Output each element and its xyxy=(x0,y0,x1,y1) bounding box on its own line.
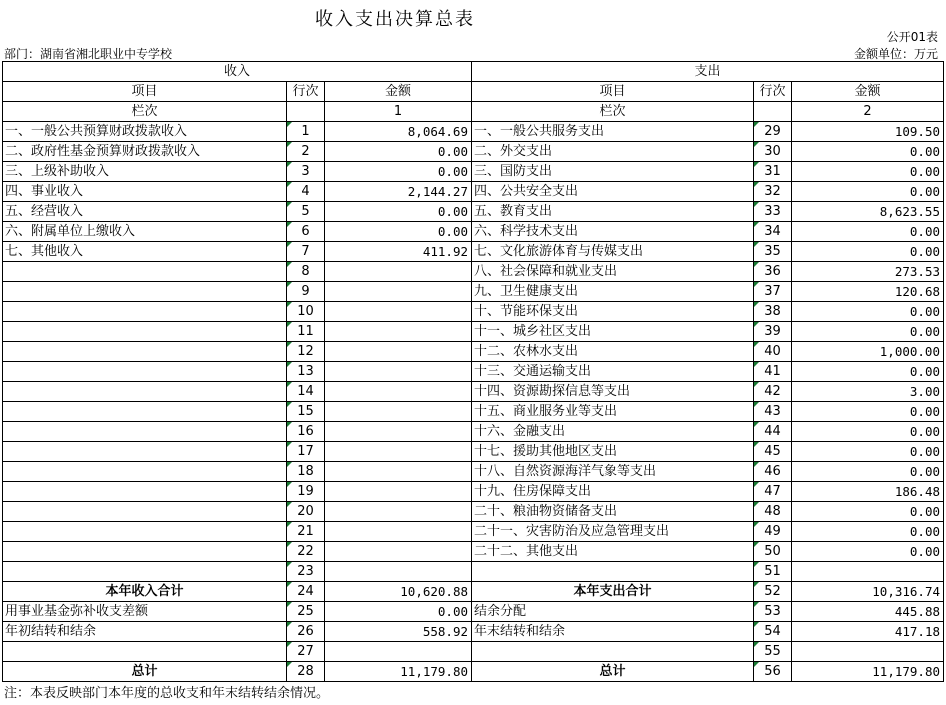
expense-row-number: 34 xyxy=(754,222,792,242)
expense-item: 二十、粮油物资储备支出 xyxy=(472,502,754,522)
expense-amount: 445.88 xyxy=(792,602,944,622)
income-amount: 0.00 xyxy=(325,202,472,222)
table-row xyxy=(3,142,944,162)
table-row xyxy=(3,202,944,222)
table-row xyxy=(3,522,944,542)
expense-amount xyxy=(792,562,944,582)
income-item: 本年收入合计 xyxy=(3,582,287,602)
expense-item-header: 项目 xyxy=(472,82,754,102)
expense-amount: 0.00 xyxy=(792,522,944,542)
expense-row-number: 49 xyxy=(754,522,792,542)
expense-amount: 273.53 xyxy=(792,262,944,282)
expense-item: 结余分配 xyxy=(472,602,754,622)
expense-item: 十五、商业服务业等支出 xyxy=(472,402,754,422)
report-title: 收入支出决算总表 xyxy=(315,9,475,30)
expense-row-number: 33 xyxy=(754,202,792,222)
income-row-number: 13 xyxy=(287,362,325,382)
expense-amount: 0.00 xyxy=(792,542,944,562)
expense-colno-value: 2 xyxy=(792,102,944,122)
expense-row-number: 55 xyxy=(754,642,792,662)
expense-amount: 0.00 xyxy=(792,242,944,262)
income-item: 年初结转和结余 xyxy=(3,622,287,642)
income-row-number: 21 xyxy=(287,522,325,542)
income-amount xyxy=(325,262,472,282)
table-row xyxy=(3,622,944,642)
expense-row-number: 46 xyxy=(754,462,792,482)
income-item xyxy=(3,402,287,422)
income-item xyxy=(3,482,287,502)
expense-item: 九、卫生健康支出 xyxy=(472,282,754,302)
income-amount: 558.92 xyxy=(325,622,472,642)
expense-section-header: 支出 xyxy=(472,62,944,82)
income-item xyxy=(3,422,287,442)
table-row xyxy=(3,462,944,482)
expense-item: 二、外交支出 xyxy=(472,142,754,162)
income-amount: 0.00 xyxy=(325,142,472,162)
expense-row-number: 54 xyxy=(754,622,792,642)
expense-item: 总计 xyxy=(472,662,754,682)
expense-amount: 0.00 xyxy=(792,442,944,462)
income-item xyxy=(3,282,287,302)
income-item xyxy=(3,342,287,362)
income-amount xyxy=(325,382,472,402)
expense-amount: 0.00 xyxy=(792,402,944,422)
expense-row-number: 31 xyxy=(754,162,792,182)
expense-amount: 0.00 xyxy=(792,362,944,382)
income-item xyxy=(3,302,287,322)
expense-item: 年末结转和结余 xyxy=(472,622,754,642)
expense-row-number: 50 xyxy=(754,542,792,562)
expense-row-number: 43 xyxy=(754,402,792,422)
expense-row-number: 45 xyxy=(754,442,792,462)
income-amount: 2,144.27 xyxy=(325,182,472,202)
expense-row-number: 48 xyxy=(754,502,792,522)
income-amount: 8,064.69 xyxy=(325,122,472,142)
table-row xyxy=(3,422,944,442)
income-item xyxy=(3,522,287,542)
department-label: 部门：湖南省湘北职业中专学校 xyxy=(4,47,173,61)
income-row-number: 28 xyxy=(287,662,325,682)
expense-amount: 0.00 xyxy=(792,422,944,442)
expense-amount: 10,316.74 xyxy=(792,582,944,602)
income-item xyxy=(3,382,287,402)
income-amount xyxy=(325,422,472,442)
table-row xyxy=(3,162,944,182)
table-row xyxy=(3,482,944,502)
income-row-number: 27 xyxy=(287,642,325,662)
income-row-number: 2 xyxy=(287,142,325,162)
expense-item: 十一、城乡社区支出 xyxy=(472,322,754,342)
income-row-number: 22 xyxy=(287,542,325,562)
empty-cell xyxy=(754,102,792,122)
expense-row-number: 44 xyxy=(754,422,792,442)
expense-amount: 0.00 xyxy=(792,222,944,242)
income-amount xyxy=(325,562,472,582)
income-row-number: 12 xyxy=(287,342,325,362)
expense-item: 十七、援助其他地区支出 xyxy=(472,442,754,462)
income-row-number: 19 xyxy=(287,482,325,502)
empty-cell xyxy=(287,102,325,122)
income-section-header: 收入 xyxy=(3,62,472,82)
expense-row-number: 51 xyxy=(754,562,792,582)
expense-item: 本年支出合计 xyxy=(472,582,754,602)
expense-item: 十二、农林水支出 xyxy=(472,342,754,362)
income-row-number: 9 xyxy=(287,282,325,302)
income-amount-header: 金额 xyxy=(325,82,472,102)
expense-row-number: 36 xyxy=(754,262,792,282)
income-item: 五、经营收入 xyxy=(3,202,287,222)
income-amount xyxy=(325,402,472,422)
income-amount: 411.92 xyxy=(325,242,472,262)
expense-amount-header: 金额 xyxy=(792,82,944,102)
table-row xyxy=(3,342,944,362)
expense-item: 四、公共安全支出 xyxy=(472,182,754,202)
unit-label: 金额单位：万元 xyxy=(853,47,938,61)
column-header-row xyxy=(3,82,944,102)
income-amount: 0.00 xyxy=(325,222,472,242)
expense-item: 六、科学技术支出 xyxy=(472,222,754,242)
income-row-number: 11 xyxy=(287,322,325,342)
expense-row-number: 40 xyxy=(754,342,792,362)
expense-amount: 0.00 xyxy=(792,462,944,482)
expense-item: 五、教育支出 xyxy=(472,202,754,222)
expense-amount xyxy=(792,642,944,662)
income-amount xyxy=(325,642,472,662)
income-amount xyxy=(325,442,472,462)
income-amount xyxy=(325,482,472,502)
expense-item xyxy=(472,562,754,582)
expense-amount: 186.48 xyxy=(792,482,944,502)
income-item: 用事业基金弥补收支差额 xyxy=(3,602,287,622)
table-row xyxy=(3,442,944,462)
expense-item: 二十一、灾害防治及应急管理支出 xyxy=(472,522,754,542)
income-item xyxy=(3,542,287,562)
table-row xyxy=(3,562,944,582)
table-row xyxy=(3,642,944,662)
income-item-header: 项目 xyxy=(3,82,287,102)
income-amount: 0.00 xyxy=(325,602,472,622)
income-row-number: 23 xyxy=(287,562,325,582)
income-item: 二、政府性基金预算财政拨款收入 xyxy=(3,142,287,162)
table-row xyxy=(3,382,944,402)
expense-row-number: 53 xyxy=(754,602,792,622)
expense-item: 十九、住房保障支出 xyxy=(472,482,754,502)
income-amount: 11,179.80 xyxy=(325,662,472,682)
footnote: 注：本表反映部门本年度的总收支和年末结转结余情况。 xyxy=(4,686,330,701)
income-row-number: 14 xyxy=(287,382,325,402)
expense-item: 一、一般公共服务支出 xyxy=(472,122,754,142)
income-row-number: 6 xyxy=(287,222,325,242)
expense-item: 十、节能环保支出 xyxy=(472,302,754,322)
income-row-number: 16 xyxy=(287,422,325,442)
income-item xyxy=(3,442,287,462)
income-amount xyxy=(325,362,472,382)
table-row xyxy=(3,322,944,342)
expense-row-number: 35 xyxy=(754,242,792,262)
expense-item: 十六、金融支出 xyxy=(472,422,754,442)
income-row-number: 24 xyxy=(287,582,325,602)
expense-row-number: 37 xyxy=(754,282,792,302)
income-rowno-header: 行次 xyxy=(287,82,325,102)
table-row xyxy=(3,182,944,202)
income-colno-value: 1 xyxy=(325,102,472,122)
table-row xyxy=(3,262,944,282)
income-amount: 10,620.88 xyxy=(325,582,472,602)
expense-amount: 0.00 xyxy=(792,502,944,522)
table-row xyxy=(3,282,944,302)
income-row-number: 15 xyxy=(287,402,325,422)
income-item xyxy=(3,502,287,522)
expense-amount: 417.18 xyxy=(792,622,944,642)
income-item xyxy=(3,322,287,342)
expense-amount: 120.68 xyxy=(792,282,944,302)
expense-item: 七、文化旅游体育与传媒支出 xyxy=(472,242,754,262)
expense-item: 十八、自然资源海洋气象等支出 xyxy=(472,462,754,482)
expense-colno-label: 栏次 xyxy=(472,102,754,122)
income-row-number: 10 xyxy=(287,302,325,322)
income-item: 一、一般公共预算财政拨款收入 xyxy=(3,122,287,142)
table-row xyxy=(3,222,944,242)
expense-amount: 11,179.80 xyxy=(792,662,944,682)
expense-row-number: 42 xyxy=(754,382,792,402)
income-item: 三、上级补助收入 xyxy=(3,162,287,182)
expense-item: 二十二、其他支出 xyxy=(472,542,754,562)
income-amount xyxy=(325,502,472,522)
expense-rowno-header: 行次 xyxy=(754,82,792,102)
expense-row-number: 30 xyxy=(754,142,792,162)
table-row xyxy=(3,502,944,522)
expense-item: 十四、资源勘探信息等支出 xyxy=(472,382,754,402)
expense-row-number: 39 xyxy=(754,322,792,342)
income-colno-label: 栏次 xyxy=(3,102,287,122)
column-number-row xyxy=(3,102,944,122)
income-row-number: 20 xyxy=(287,502,325,522)
income-item xyxy=(3,462,287,482)
income-item: 七、其他收入 xyxy=(3,242,287,262)
table-row xyxy=(3,402,944,422)
table-row xyxy=(3,662,944,682)
table-row xyxy=(3,542,944,562)
income-amount xyxy=(325,302,472,322)
expense-row-number: 56 xyxy=(754,662,792,682)
income-amount xyxy=(325,522,472,542)
expense-item: 三、国防支出 xyxy=(472,162,754,182)
expense-row-number: 41 xyxy=(754,362,792,382)
table-row xyxy=(3,362,944,382)
income-item xyxy=(3,262,287,282)
table-row xyxy=(3,242,944,262)
expense-amount: 109.50 xyxy=(792,122,944,142)
expense-item: 十三、交通运输支出 xyxy=(472,362,754,382)
income-item xyxy=(3,642,287,662)
income-amount xyxy=(325,462,472,482)
income-row-number: 3 xyxy=(287,162,325,182)
income-amount: 0.00 xyxy=(325,162,472,182)
expense-amount: 3.00 xyxy=(792,382,944,402)
income-row-number: 7 xyxy=(287,242,325,262)
expense-row-number: 52 xyxy=(754,582,792,602)
income-amount xyxy=(325,322,472,342)
expense-amount: 0.00 xyxy=(792,142,944,162)
expense-item: 八、社会保障和就业支出 xyxy=(472,262,754,282)
income-row-number: 18 xyxy=(287,462,325,482)
expense-amount: 8,623.55 xyxy=(792,202,944,222)
expense-amount: 0.00 xyxy=(792,182,944,202)
table-row xyxy=(3,582,944,602)
income-amount xyxy=(325,342,472,362)
income-row-number: 1 xyxy=(287,122,325,142)
expense-row-number: 38 xyxy=(754,302,792,322)
income-row-number: 4 xyxy=(287,182,325,202)
income-item xyxy=(3,362,287,382)
income-row-number: 17 xyxy=(287,442,325,462)
section-header-row xyxy=(3,62,944,82)
expense-item xyxy=(472,642,754,662)
expense-amount: 0.00 xyxy=(792,322,944,342)
budget-table xyxy=(2,61,944,682)
expense-row-number: 47 xyxy=(754,482,792,502)
table-row xyxy=(3,302,944,322)
income-amount xyxy=(325,542,472,562)
table-row xyxy=(3,122,944,142)
table-row xyxy=(3,602,944,622)
expense-amount: 0.00 xyxy=(792,162,944,182)
expense-amount: 0.00 xyxy=(792,302,944,322)
income-row-number: 5 xyxy=(287,202,325,222)
expense-row-number: 29 xyxy=(754,122,792,142)
expense-row-number: 32 xyxy=(754,182,792,202)
income-item: 总计 xyxy=(3,662,287,682)
income-item: 六、附属单位上缴收入 xyxy=(3,222,287,242)
income-row-number: 8 xyxy=(287,262,325,282)
income-row-number: 25 xyxy=(287,602,325,622)
income-row-number: 26 xyxy=(287,622,325,642)
form-code: 公开01表 xyxy=(886,30,938,44)
expense-amount: 1,000.00 xyxy=(792,342,944,362)
income-item xyxy=(3,562,287,582)
income-item: 四、事业收入 xyxy=(3,182,287,202)
income-amount xyxy=(325,282,472,302)
